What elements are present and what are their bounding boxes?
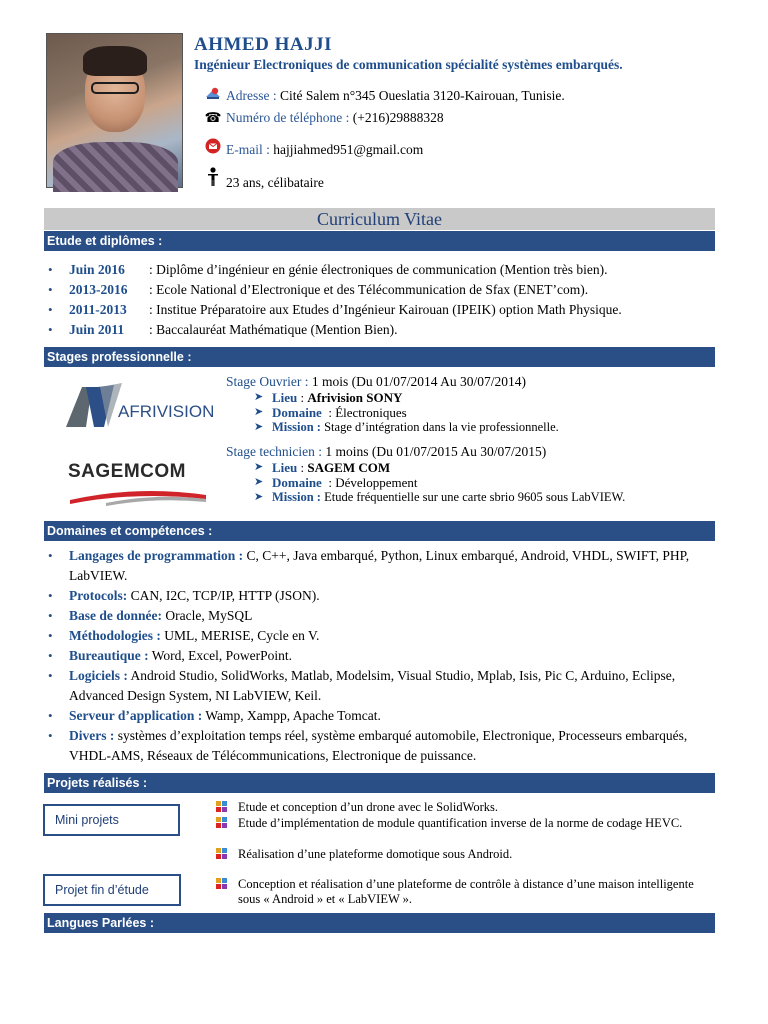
photo-hair	[83, 46, 147, 76]
project-text: Conception et réalisation d’une plateforme de contrôle à distance d’une maison intelligente sous « Android » et « LabVIEW ».	[238, 877, 694, 906]
mission-label: Mission :	[272, 490, 321, 504]
lieu-label: Lieu	[272, 390, 298, 405]
domaine-value: Développement	[335, 475, 418, 490]
education-text: : Baccalauréat Mathématique (Mention Bien).	[149, 322, 398, 337]
project-bullet-icon	[216, 801, 227, 812]
mission-value: Etude fréquentielle sur une carte sbrio 9605 sous LabVIEW.	[324, 490, 626, 504]
skill-label: Logiciels :	[69, 668, 128, 683]
photo-glasses	[91, 82, 139, 94]
mission-label: Mission :	[272, 420, 321, 434]
education-date: Juin 2016	[69, 262, 125, 277]
skill-item	[44, 626, 715, 646]
project-bullet-icon	[216, 878, 227, 889]
education-list	[44, 260, 622, 340]
pfe-label: Projet fin d’étude	[43, 874, 181, 906]
age-status: 23 ans, célibataire	[226, 175, 324, 190]
internship-1: Stage Ouvrier : 1 mois (Du 01/07/2014 Au 30/07/2014) ➤ Lieu : Afrivision SONY ➤ Domaine : Électroniques ➤ Mission : Stage d’intégration dans la vie professionnelle.	[226, 373, 559, 435]
skill-label: Méthodologies :	[69, 628, 161, 643]
address-value: Cité Salem n°345 Oueslatia 3120-Kairouan, Tunisie.	[276, 88, 565, 103]
skill-item	[44, 606, 715, 626]
job-title: Ingénieur Electroniques de communication spécialité systèmes embarqués.	[194, 57, 623, 72]
skill-text: Word, Excel, PowerPoint.	[148, 648, 293, 663]
skill-item	[44, 706, 715, 726]
education-date: Juin 2011	[69, 322, 125, 337]
lieu-value: Afrivision SONY	[307, 390, 403, 405]
section-internships-header: Stages professionnelle :	[44, 347, 715, 367]
mini-project-item	[216, 847, 706, 862]
skill-label: Bureautique :	[69, 648, 149, 663]
skill-label: Langages de programmation :	[69, 548, 244, 563]
skill-text: Wamp, Xampp, Apache Tomcat.	[202, 708, 381, 723]
education-text: : Diplôme d’ingénieur en génie électroniques de communication (Mention très bien).	[149, 262, 608, 277]
skill-text: C, C++, Java embarqué, Python, Linux embarqué, Android, VHDL, SWIFT, PHP, LabVIEW.	[69, 548, 690, 583]
domaine-label: Domaine	[272, 475, 322, 490]
internship-period: 1 mois (Du 01/07/2014 Au 30/07/2014)	[308, 374, 526, 389]
skill-text: Android Studio, SolidWorks, Matlab, Modelsim, Visual Studio, Mplab, Isis, Pic C, Arduino, Eclipse, Advanced Design System, NI LabVIEW, Keil.	[69, 668, 676, 703]
skill-label: Serveur d’application :	[69, 708, 203, 723]
person-name: AHMED HAJJI	[194, 34, 332, 55]
photo-shirt	[53, 142, 178, 192]
internship-period: 1 moins (Du 01/07/2015 Au 30/07/2015)	[321, 444, 547, 459]
domaine-value: Électroniques	[335, 405, 407, 420]
skill-label: Base de donnée:	[69, 608, 163, 623]
skill-item	[44, 586, 715, 606]
email-icon	[204, 138, 222, 158]
section-skills-header: Domaines et compétences :	[44, 521, 715, 541]
skill-item	[44, 666, 715, 706]
afrivision-logo-text: AFRIVISION	[118, 402, 215, 421]
address-line	[204, 86, 565, 104]
skill-item	[44, 646, 715, 666]
email-label: E-mail :	[226, 142, 270, 157]
sagemcom-logo-text: SAGEMCOM	[68, 461, 186, 482]
address-label: Adresse :	[226, 88, 277, 103]
phone-line	[204, 110, 444, 126]
project-bullet-icon	[216, 848, 227, 859]
lieu-value: SAGEM COM	[307, 460, 391, 475]
internship-type: Stage technicien :	[226, 444, 322, 459]
mini-projects-label: Mini projets	[43, 804, 180, 836]
email-line	[204, 138, 423, 158]
phone-label: Numéro de téléphone :	[226, 110, 350, 125]
skill-item	[44, 546, 715, 586]
internship-type: Stage Ouvrier :	[226, 374, 309, 389]
phone-icon: ☎	[204, 110, 222, 125]
section-languages-header: Langues Parlées :	[44, 913, 715, 933]
education-item	[44, 320, 622, 340]
mini-project-item	[216, 816, 706, 831]
age-line	[204, 167, 324, 191]
afrivision-logo	[64, 383, 215, 429]
skill-label: Divers :	[69, 728, 115, 743]
pfe-item	[216, 877, 706, 907]
profile-photo	[46, 33, 183, 188]
skill-text: CAN, I2C, TCP/IP, HTTP (JSON).	[127, 588, 320, 603]
skills-list	[44, 546, 715, 766]
education-text: : Ecole National d’Electronique et des Télécommunication de Sfax (ENET’com).	[149, 282, 589, 297]
mission-value: Stage d’intégration dans la vie professionnelle.	[324, 420, 559, 434]
education-item	[44, 260, 622, 280]
location-icon	[204, 86, 222, 104]
sagemcom-logo	[66, 455, 208, 507]
email-value[interactable]: hajjiahmed951@gmail.com	[269, 142, 424, 157]
section-education-header: Etude et diplômes :	[44, 231, 715, 251]
education-date: 2011-2013	[69, 302, 127, 317]
phone-value: (+216)29888328	[349, 110, 444, 125]
cv-title: Curriculum Vitae	[44, 208, 715, 230]
project-bullet-icon	[216, 817, 227, 828]
domaine-label: Domaine	[272, 405, 322, 420]
project-text: Etude et conception d’un drone avec le SolidWorks.	[238, 800, 499, 814]
section-projects-header: Projets réalisés :	[44, 773, 715, 793]
project-text: Etude d’implémentation de module quantification inverse de la norme de codage HEVC.	[238, 816, 683, 830]
skill-label: Protocols:	[69, 588, 128, 603]
education-item	[44, 280, 622, 300]
lieu-label: Lieu	[272, 460, 298, 475]
person-icon	[204, 167, 222, 191]
skill-item	[44, 726, 715, 766]
skill-text: UML, MERISE, Cycle en V.	[160, 628, 320, 643]
education-item	[44, 300, 622, 320]
skill-text: systèmes d’exploitation temps réel, système embarqué automobile, Electronique, Processeurs embarqués, VHDL-AMS, Réseaux de Télécommunications, Electronique de puissance.	[69, 728, 688, 763]
project-text: Réalisation d’une plateforme domotique sous Android.	[238, 847, 513, 861]
mini-project-item	[216, 800, 706, 815]
education-text: : Institue Préparatoire aux Etudes d’Ingénieur Kairouan (IPEIK) option Math Physique.	[149, 302, 622, 317]
skill-text: Oracle, MySQL	[162, 608, 253, 623]
education-date: 2013-2016	[69, 282, 128, 297]
internship-2: Stage technicien : 1 moins (Du 01/07/2015 Au 30/07/2015) ➤ Lieu : SAGEM COM ➤ Domaine : Développement ➤ Mission : Etude fréquentielle sur une carte sbrio 9605 sous LabVIEW.	[226, 443, 625, 505]
